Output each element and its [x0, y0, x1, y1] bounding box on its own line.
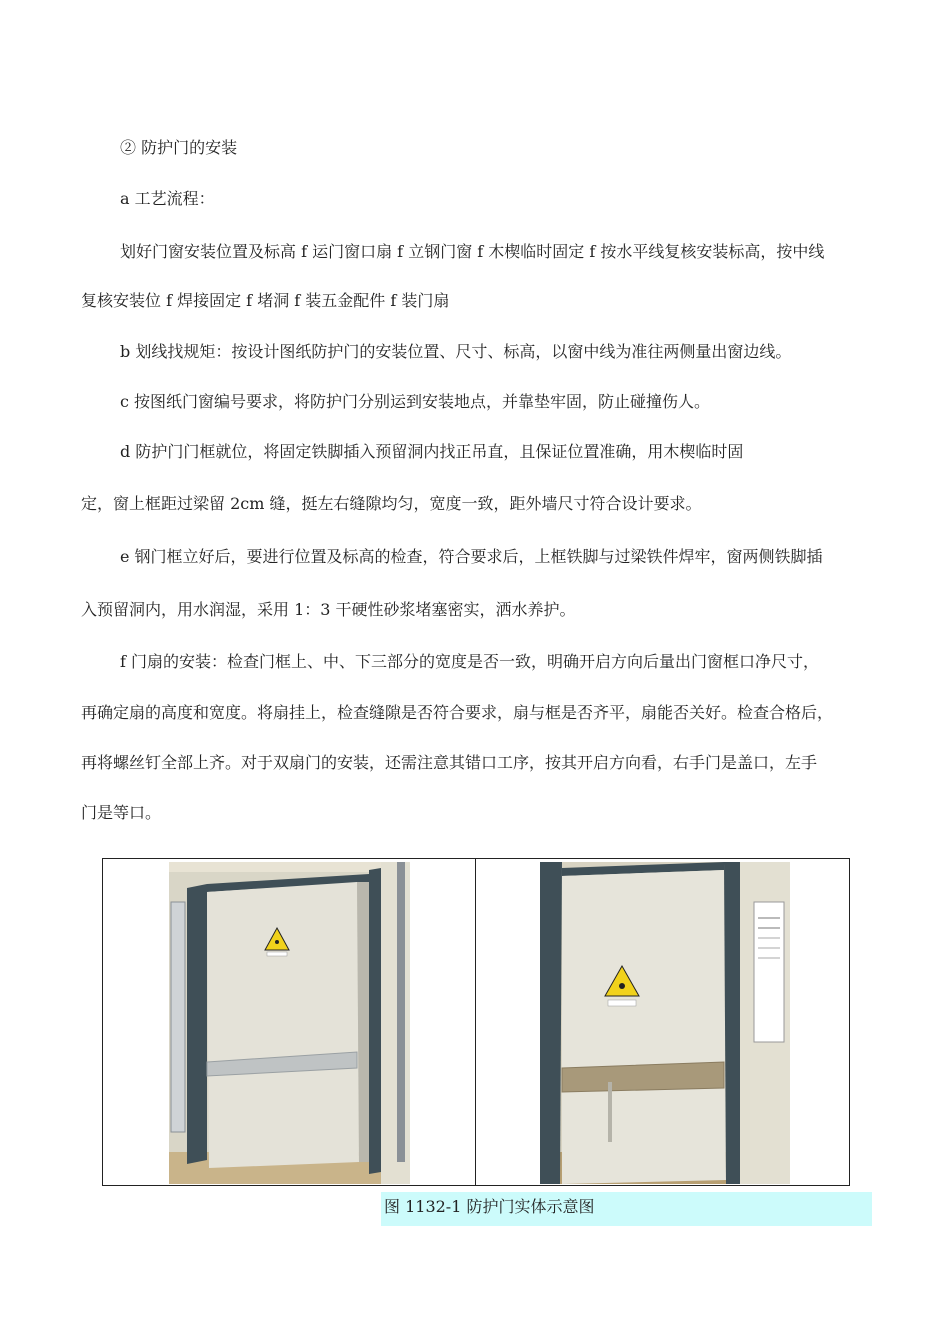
step-a: a 工艺流程：	[120, 189, 215, 208]
flow-line-1: 划好门窗安装位置及标高 f 运门窗口扇 f 立钢门窗 f 木楔临时固定 f 按水平线复核安装标高，按中线	[120, 242, 825, 261]
section-heading: ② 防护门的安装	[120, 138, 238, 157]
protective-door-photo-right	[540, 862, 790, 1184]
step-c: c 按图纸门窗编号要求，将防护门分别运到安装地点，并靠垫牢固，防止碰撞伤人。	[120, 392, 711, 411]
figure-cell-right	[476, 859, 849, 1185]
step-e-line-1: e 钢门框立好后，要进行位置及标高的检查，符合要求后，上框铁脚与过梁铁件焊牢，窗两侧铁脚插	[120, 547, 823, 566]
step-f-line-3: 再将螺丝钉全部上齐。对于双扇门的安装，还需注意其错口工序，按其开启方向看，右手门是盖口，左手	[81, 753, 818, 772]
step-d-line-2: 定，窗上框距过梁留 2cm 缝，挺左右缝隙均匀，宽度一致，距外墙尺寸符合设计要求。	[81, 494, 702, 513]
step-d-line-1: d 防护门门框就位，将固定铁脚插入预留洞内找正吊直，且保证位置准确，用木楔临时固	[120, 442, 744, 461]
step-e-line-2: 入预留洞内，用水润湿，采用 1：3 干硬性砂浆堵塞密实，洒水养护。	[81, 600, 576, 619]
protective-door-photo-left	[169, 862, 410, 1184]
flow-line-2: 复核安装位 f 焊接固定 f 堵洞 f 装五金配件 f 装门扇	[81, 291, 450, 310]
step-b: b 划线找规矩：按设计图纸防护门的安装位置、尺寸、标高，以窗中线为准往两侧量出窗边线。	[120, 342, 792, 361]
figure-cell-left	[103, 859, 476, 1185]
step-f-line-2: 再确定扇的高度和宽度。将扇挂上，检查缝隙是否符合要求，扇与框是否齐平，扇能否关好。检查合格后，	[81, 703, 834, 722]
step-f-line-4: 门是等口。	[81, 803, 162, 822]
figure-caption: 图 1132-1 防护门实体示意图	[381, 1192, 872, 1226]
step-f-line-1: f 门扇的安装：检查门框上、中、下三部分的宽度是否一致，明确开启方向后量出门窗框口净尺寸，	[120, 652, 820, 671]
figure-table	[102, 858, 850, 1186]
